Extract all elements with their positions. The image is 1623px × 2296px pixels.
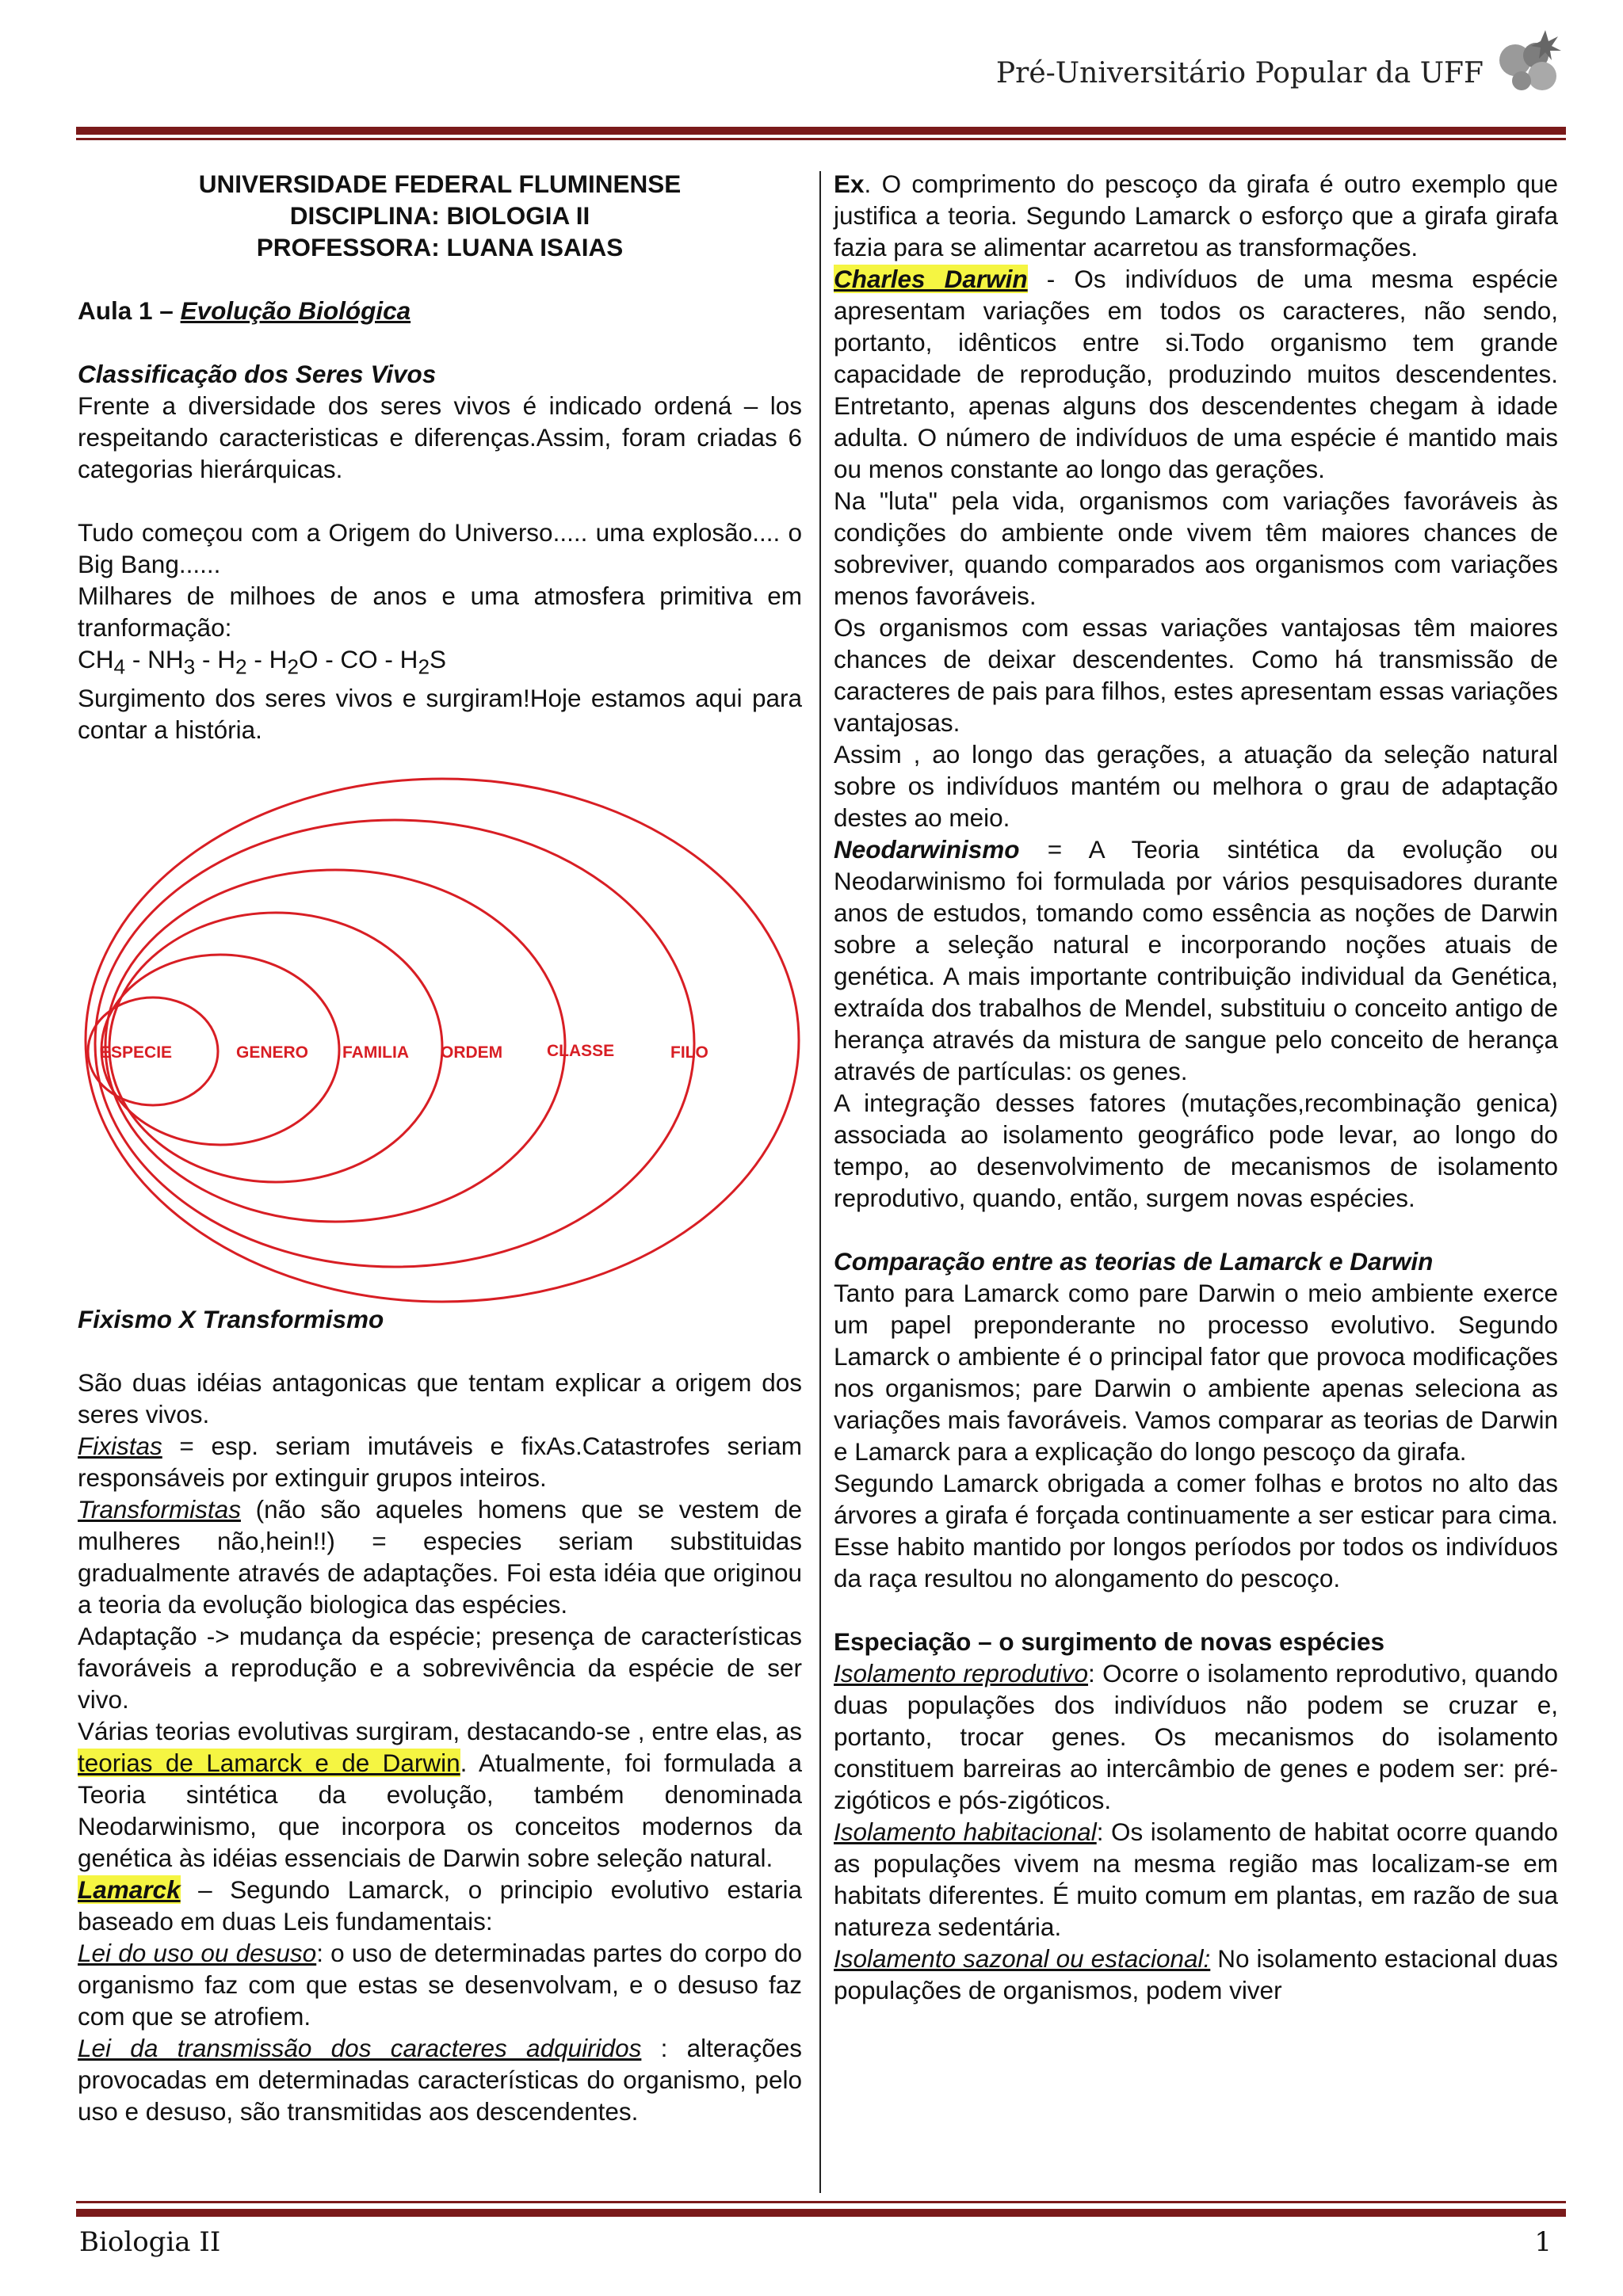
struggle-text: Na "luta" pela vida, organismos com variações favoráveis às condições do ambiente onde vivem têm maiores chances de sobreviver, quando comparados aos organismos com variações menos favoráveis. xyxy=(834,486,1558,610)
label-classe: CLASSE xyxy=(547,1042,615,1061)
right-column xyxy=(834,168,1558,2006)
integration-text: A integração desses fatores (mutações,recombinação genica) associada ao isolamento geográfico pode levar, ao longo do tempo, ao desenvolvimento de mecanismos de isolamento reprodutivo, quando, então, surgem novas espécies. xyxy=(834,1089,1558,1212)
selection-text: Assim , ao longo das gerações, a atuação da seleção natural sobre os indivíduos mantém ou melhora o grau de adaptação destes ao meio. xyxy=(834,740,1558,832)
professor-line: PROFESSORA: LUANA ISAIAS xyxy=(256,233,624,261)
header-rule-thin xyxy=(76,138,1566,140)
origin-text-2: Milhares de milhoes de anos e uma atmosfera primitiva em tranformação: xyxy=(78,582,802,642)
darwin-text: Charles Darwin - Os indivíduos de uma mesma espécie apresentam variações em todos os caracteres, não sendo, portanto, idênticos entre si.Todo organismo tem grande capacidade de reprodução, produzindo muitos descendentes. Entretanto, apenas alguns dos descendentes chegam à idade adulta. O número de indivíduos de uma espécie é mantido mais ou menos constante ao longo das gerações. xyxy=(834,265,1558,483)
institution-line: UNIVERSIDADE FEDERAL FLUMINENSE xyxy=(198,170,682,198)
adaptation-text: Adaptação -> mudança da espécie; presença de características favoráveis a reprodução e a sobrevivência da espécie de ser vivo. xyxy=(78,1622,802,1714)
transformistas-text: Transformistas (não são aqueles homens que se vestem de mulheres não,hein!!) = especies seriam substituidas gradualmente através de adaptações. Foi esta idéia que originou a teoria da evolução biologica das espécies. xyxy=(78,1495,802,1619)
label-especie: ESPECIE xyxy=(100,1043,173,1062)
label-ordem: ORDEM xyxy=(441,1043,503,1062)
comparison-heading: Comparação entre as teorias de Lamarck e Darwin xyxy=(834,1247,1434,1276)
header-rule xyxy=(76,127,1566,135)
law-acquired-traits: Lei da transmissão dos caracteres adquiridos : alterações provocadas em determinadas características do organismo, pelo uso e desuso, são transmitidas aos descendentes. xyxy=(78,2034,802,2126)
page-number: 1 xyxy=(1534,2226,1552,2258)
left-column xyxy=(78,168,802,2127)
fixism-intro: São duas idéias antagonicas que tentam explicar a origem dos seres vivos. xyxy=(78,1368,802,1429)
seasonal-isolation-text: Isolamento sazonal ou estacional: No isolamento estacional duas populações de organismos, podem viver xyxy=(834,1944,1559,2004)
lamarck-text: Lamarck – Segundo Lamarck, o principio evolutivo estaria baseado em duas Leis fundamentais: xyxy=(78,1875,802,1936)
lesson-title: Aula 1 – Evolução Biológica xyxy=(78,296,411,325)
discipline-line: DISCIPLINA: BIOLOGIA II xyxy=(289,201,590,230)
footer-rule xyxy=(76,2209,1566,2217)
theories-text: Várias teorias evolutivas surgiram, destacando-se , entre elas, as teorias de Lamarck e de Darwin. Atualmente, foi formulada a Teoria sintética da evolução, também denominada Neodarwinismo, que incorpora os conceitos modernos da genética às idéias essenciais de Darwin sobre seleção natural. xyxy=(78,1717,802,1873)
label-genero: GENERO xyxy=(236,1043,309,1062)
formula: $CH_4 - NH_3 - H_2 - H_2O$ - CO - $H_2S$ xyxy=(78,645,447,679)
neodarwinism-text: Neodarwinismo = A Teoria sintética da evolução ou Neodarwinismo foi formulada por vários pesquisadores durante anos de estudos, tomando como essência as noções de Darwin sobre a seleção natural e incorporando noções atuais de genética. A mais importante contribuição individual da Genética, extraída dos trabalhos de Mendel, substituiu o conceito antigo de herança através da mistura de sangue pelo conceito de herança através de partículas: os genes. xyxy=(834,835,1558,1085)
fixism-heading: Fixismo X Transformismo xyxy=(78,1305,384,1334)
example-text: Ex. O comprimento do pescoço da girafa é outro exemplo que justifica a teoria. Segundo Lamarck o esforço que a girafa girafa fazia para se alimentar acarretou as transformações. xyxy=(834,170,1558,261)
column-divider xyxy=(819,171,821,2193)
label-familia: FAMILIA xyxy=(342,1043,409,1062)
speciation-heading: Especiação – o surgimento de novas espécies xyxy=(834,1627,1385,1656)
uff-logo-icon xyxy=(1490,24,1566,100)
footer-rule-thin xyxy=(76,2201,1566,2203)
fixistas-text: Fixistas = esp. seriam imutáveis e fixAs.Catastrofes seriam responsáveis por extinguir grupos inteiros. xyxy=(78,1432,802,1493)
header-title: Pré-Universitário Popular da UFF xyxy=(995,57,1484,90)
giraffe-text: Segundo Lamarck obrigada a comer folhas e brotos no alto das árvores a girafa é forçada continuamente a ser esticar para cima. Esse habito mantido por longos períodos por todos os indivíduos da raça resultou no alongamento do pescoço. xyxy=(834,1469,1558,1592)
label-filo: FILO xyxy=(670,1043,708,1062)
classification-text: Frente a diversidade dos seres vivos é indicado ordená – los respeitando caracteristicas e diferenças.Assim, foram criadas 6 categorias hierárquicas. xyxy=(78,391,802,483)
advantage-text: Os organismos com essas variações vantajosas têm maiores chances de deixar descendentes. Como há transmissão de caracteres de pais para filhos, estes apresentam essas variações vantajosas. xyxy=(834,613,1558,737)
reproductive-isolation-text: Isolamento reprodutivo: Ocorre o isolamento reprodutivo, quando duas populações dos indivíduos não podem se cruzar e, portanto, trocar genes. Os mecanismos do isolamento constituem barreiras ao intercâmbio de genes e podem ser: pré-zigóticos e pós-zigóticos. xyxy=(834,1659,1558,1814)
classification-heading: Classificação dos Seres Vivos xyxy=(78,360,437,388)
habitat-isolation-text: Isolamento habitacional: Os isolamento de habitat ocorre quando as populações vivem na mesma região mas localizam-se em habitats diferentes. É muito comum em plantas, em razão de sua natureza sedentária. xyxy=(834,1817,1559,1941)
origin-text-4: Surgimento dos seres vivos e surgiram!Hoje estamos aqui para contar a história. xyxy=(78,684,802,745)
taxonomy-diagram xyxy=(78,757,802,1303)
comparison-text: Tanto para Lamarck como pare Darwin o meio ambiente exerce um papel preponderante no processo evolutivo. Segundo Lamarck o ambiente é o principal fator que provoca modificações nos organismos; pare Darwin o ambiente apenas seleciona as variações mais favoráveis. Vamos comparar as teorias de Darwin e Lamarck para a explicação do longo pescoço da girafa. xyxy=(834,1279,1558,1466)
law-use-disuse: Lei do uso ou desuso: o uso de determinadas partes do corpo do organismo faz com que estas se desenvolvam, e o desuso faz com que se atrofiem. xyxy=(78,1939,803,2031)
footer-subject: Biologia II xyxy=(79,2226,221,2258)
origin-text-1: Tudo começou com a Origem do Universo..... uma explosão.... o Big Bang...... xyxy=(78,518,802,578)
